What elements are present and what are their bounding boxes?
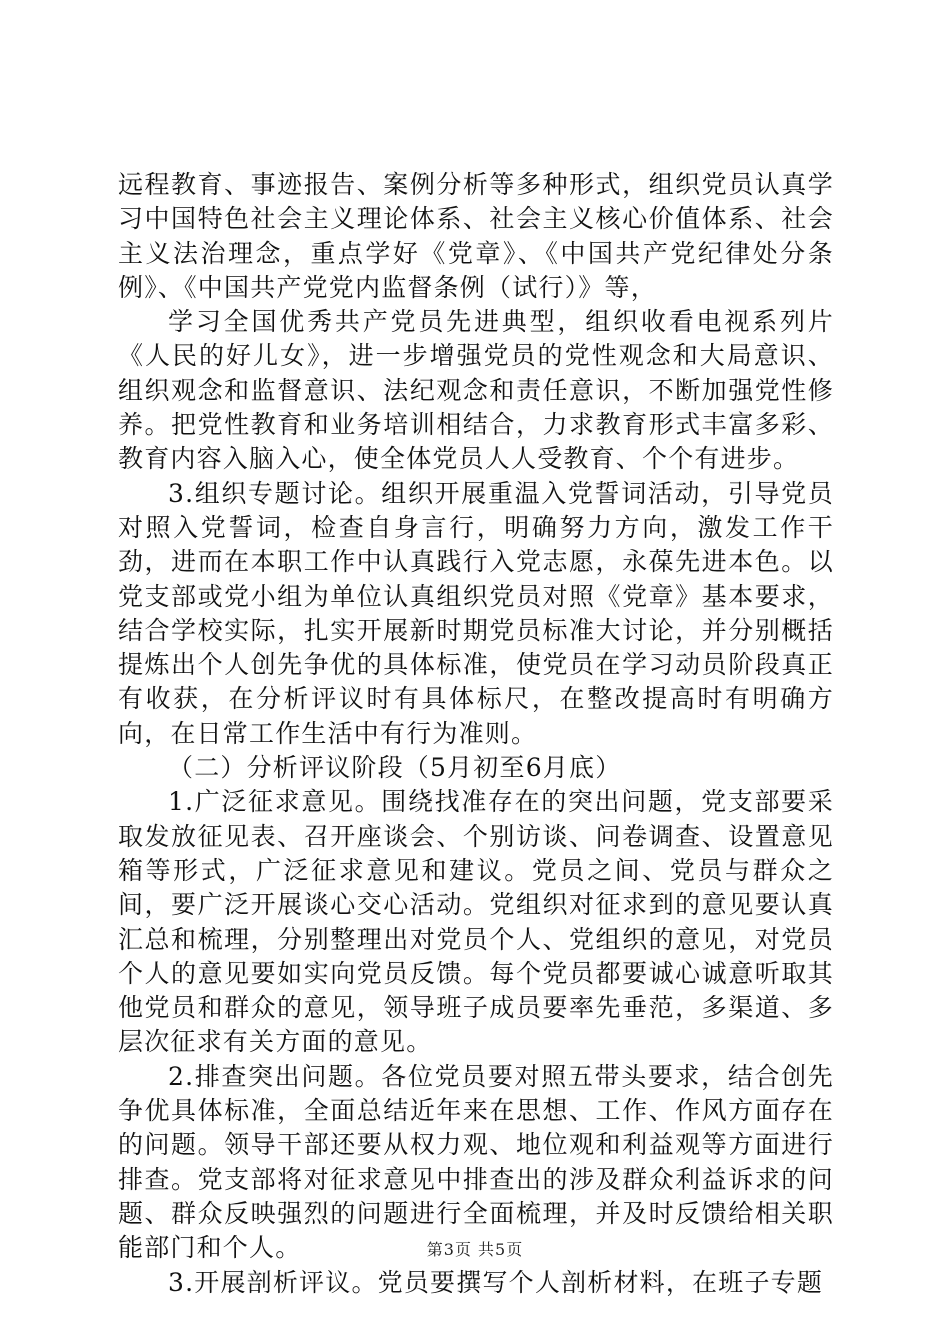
paragraph-5: 2.排查突出问题。各位党员要对照五带头要求，结合创先争优具体标准，全面总结近年来在思想、工作、作风方面存在的问题。领导干部还要从权力观、地位观和利益观等方面进行排查。党支部将对征求意见中排查出的涉及群众利益诉求的问题、群众反映强烈的问题进行全面梳理，并及时反馈给相关职能部门和个人。	[118, 1061, 834, 1263]
section-heading-2: （二）分析评议阶段（5月初至6月底）	[168, 753, 622, 783]
paragraph-4: 1.广泛征求意见。围绕找准存在的突出问题，党支部要采取发放征见表、召开座谈会、个别访谈、问卷调查、设置意见箱等形式，广泛征求意见和建议。党员之间、党员与群众之间，要广泛开展谈心交心活动。党组织对征求到的意见要认真汇总和梳理，分别整理出对党员个人、党组织的意见，对党员个人的意见要如实向党员反馈。每个党员都要诚心诚意听取其他党员和群众的意见，领导班子成员要率先垂范，多渠道、多层次征求有关方面的意见。	[118, 787, 834, 1057]
paragraph-2: 学习全国优秀共产党员先进典型，组织收看电视系列片《人民的好儿女》，进一步增强党员的党性观念和大局意识、组织观念和监督意识、法纪观念和责任意识，不断加强党性修养。把党性教育和业务培训相结合，力求教育形式丰富多彩、教育内容入脑入心，使全体党员人人受教育、个个有进步。	[118, 307, 834, 474]
paragraph-3: 3.组织专题讨论。组织开展重温入党誓词活动，引导党员对照入党誓词，检查自身言行，明确努力方向，激发工作干劲，进而在本职工作中认真践行入党志愿，永葆先进本色。以党支部或党小组为单位认真组织党员对照《党章》基本要求，结合学校实际，扎实开展新时期党员标准大讨论，并分别概括提炼出个人创先争优的具体标准，使党员在学习动员阶段真正有收获，在分析评议时有具体标尺，在整改提高时有明确方向，在日常工作生活中有行为准则。	[118, 478, 834, 748]
paragraph-1: 远程教育、事迹报告、案例分析等多种形式，组织党员认真学习中国特色社会主义理论体系、社会主义核心价值体系、社会主义法治理念，重点学好《党章》、《中国共产党纪律处分条例》、《中国共产党党内监督条例（试行）》等，	[118, 170, 834, 302]
page-footer: 第3页 共5页	[426, 1240, 524, 1259]
paragraph-6: 3.开展剖析评议。党员要撰写个人剖析材料，在班子专题	[168, 1267, 824, 1297]
document-body	[118, 168, 834, 1300]
